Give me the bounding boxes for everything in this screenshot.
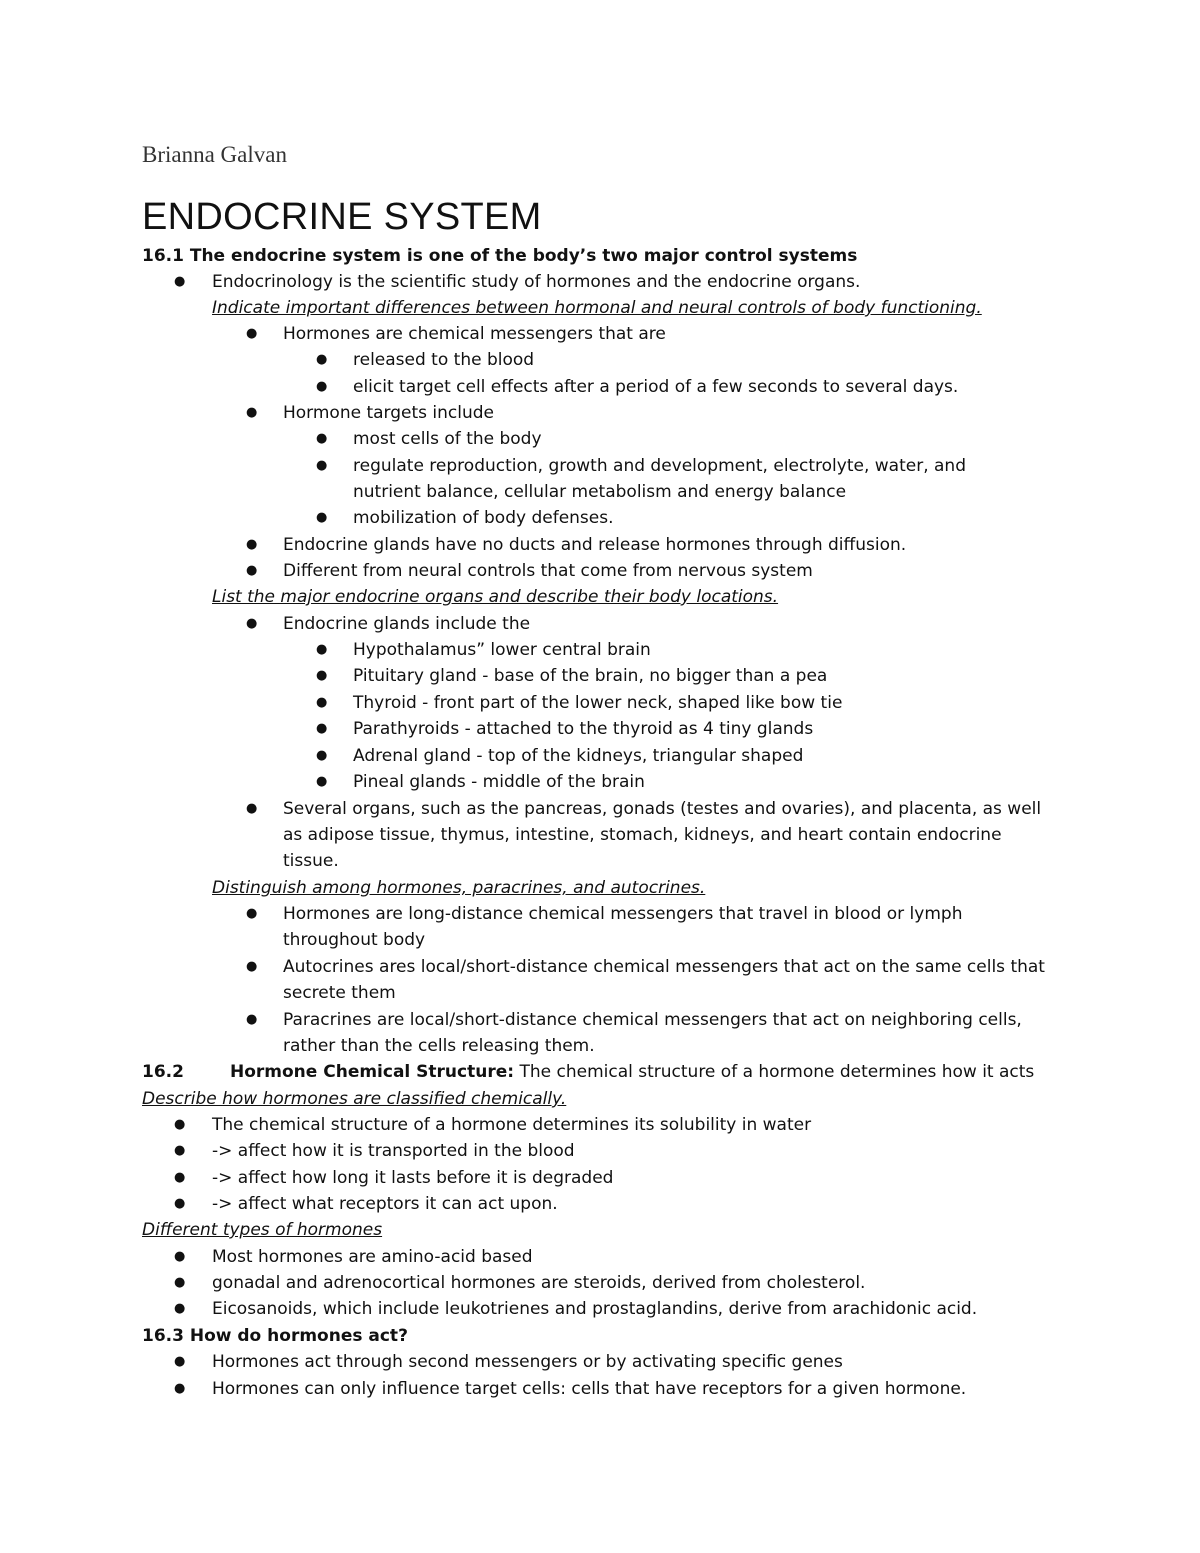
- list-item: mobilization of body defenses.: [353, 508, 614, 528]
- list-item: Hormones can only influence target cells: cells that have receptors for a given hormone.: [212, 1379, 967, 1399]
- bullet-icon: ●: [246, 906, 258, 921]
- bullet-icon: ●: [174, 1117, 186, 1132]
- author-name: Brianna Galvan: [142, 142, 287, 167]
- bullet-icon: ●: [246, 326, 258, 341]
- list-item: Hormones are long-distance chemical messengers that travel in blood or lymph: [283, 904, 963, 924]
- organ-item-parathyroids: Parathyroids - attached to the thyroid as 4 tiny glands: [353, 719, 814, 739]
- bullet-icon: ●: [246, 959, 258, 974]
- list-item: Endocrinology is the scientific study of hormones and the endocrine organs.: [212, 272, 861, 292]
- bullet-icon: ●: [246, 405, 258, 420]
- section-16-1-heading: 16.1 The endocrine system is one of the body’s two major control systems: [142, 246, 858, 266]
- list-item: Endocrine glands have no ducts and release hormones through diffusion.: [283, 535, 907, 555]
- list-item: Autocrines ares local/short-distance chemical messengers that act on the same cells that: [283, 957, 1045, 977]
- list-item: Most hormones are amino-acid based: [212, 1247, 533, 1267]
- list-item-continued: secrete them: [283, 983, 396, 1003]
- bullet-icon: ●: [174, 1301, 186, 1316]
- bullet-icon: ●: [316, 458, 328, 473]
- organ-item-adrenal: Adrenal gland - top of the kidneys, triangular shaped: [353, 746, 804, 766]
- bullet-icon: ●: [316, 352, 328, 367]
- section-16-2-heading-bold: Hormone Chemical Structure:: [230, 1062, 515, 1082]
- list-item: -> affect how long it lasts before it is degraded: [212, 1168, 614, 1188]
- bullet-icon: ●: [174, 1170, 186, 1185]
- bullet-icon: ●: [246, 537, 258, 552]
- document-title: ENDOCRINE SYSTEM: [142, 196, 542, 238]
- hormone-types-heading: Different types of hormones: [142, 1220, 383, 1240]
- bullet-icon: ●: [246, 563, 258, 578]
- bullet-icon: ●: [174, 1196, 186, 1211]
- organ-item-pineal: Pineal glands - middle of the brain: [353, 772, 645, 792]
- list-item: gonadal and adrenocortical hormones are steroids, derived from cholesterol.: [212, 1273, 866, 1293]
- section-16-2-number: 16.2: [142, 1062, 184, 1082]
- list-item: Eicosanoids, which include leukotrienes and prostaglandins, derive from arachidonic acid.: [212, 1299, 978, 1319]
- list-item-continued: as adipose tissue, thymus, intestine, stomach, kidneys, and heart contain endocrine: [283, 825, 1002, 845]
- list-item: Hormones act through second messengers or by activating specific genes: [212, 1352, 843, 1372]
- list-item: Several organs, such as the pancreas, gonads (testes and ovaries), and placenta, as well: [283, 799, 1042, 819]
- bullet-icon: ●: [174, 274, 186, 289]
- bullet-icon: ●: [316, 431, 328, 446]
- section-16-3-heading: 16.3 How do hormones act?: [142, 1326, 408, 1346]
- list-item: most cells of the body: [353, 429, 542, 449]
- list-item: Hormone targets include: [283, 403, 495, 423]
- organ-item-pituitary: Pituitary gland - base of the brain, no bigger than a pea: [353, 666, 828, 686]
- bullet-icon: ●: [246, 801, 258, 816]
- bullet-icon: ●: [174, 1143, 186, 1158]
- bullet-icon: ●: [174, 1275, 186, 1290]
- list-item-continued: throughout body: [283, 930, 426, 950]
- list-item-continued: tissue.: [283, 851, 339, 871]
- bullet-icon: ●: [174, 1249, 186, 1264]
- organ-item-thyroid: Thyroid - front part of the lower neck, shaped like bow tie: [353, 693, 843, 713]
- list-item: elicit target cell effects after a period of a few seconds to several days.: [353, 377, 959, 397]
- list-item: Hormones are chemical messengers that are: [283, 324, 666, 344]
- bullet-icon: ●: [174, 1354, 186, 1369]
- objective-4: Describe how hormones are classified chemically.: [142, 1089, 567, 1109]
- bullet-icon: ●: [246, 1012, 258, 1027]
- list-item: The chemical structure of a hormone determines its solubility in water: [212, 1115, 812, 1135]
- section-16-2-heading: [230, 1061, 1034, 1083]
- bullet-icon: ●: [316, 695, 328, 710]
- list-item: regulate reproduction, growth and development, electrolyte, water, and: [353, 456, 966, 476]
- objective-2: List the major endocrine organs and describe their body locations.: [212, 587, 779, 607]
- section-16-2-heading-rest: The chemical structure of a hormone determines how it acts: [514, 1062, 1035, 1082]
- bullet-icon: ●: [316, 668, 328, 683]
- bullet-icon: ●: [316, 748, 328, 763]
- list-item: -> affect how it is transported in the blood: [212, 1141, 575, 1161]
- organ-item-hypothalamus: Hypothalamus” lower central brain: [353, 640, 651, 660]
- list-item: Paracrines are local/short-distance chemical messengers that act on neighboring cells,: [283, 1010, 1022, 1030]
- list-item-continued: nutrient balance, cellular metabolism and energy balance: [353, 482, 847, 502]
- bullet-icon: ●: [316, 510, 328, 525]
- list-item-continued: rather than the cells releasing them.: [283, 1036, 595, 1056]
- bullet-icon: ●: [316, 774, 328, 789]
- bullet-icon: ●: [174, 1381, 186, 1396]
- list-item: Different from neural controls that come from nervous system: [283, 561, 813, 581]
- objective-1: Indicate important differences between hormonal and neural controls of body functioning.: [212, 298, 982, 318]
- objective-3: Distinguish among hormones, paracrines, and autocrines.: [212, 878, 706, 898]
- bullet-icon: ●: [246, 616, 258, 631]
- list-item: Endocrine glands include the: [283, 614, 531, 634]
- list-item: -> affect what receptors it can act upon.: [212, 1194, 558, 1214]
- bullet-icon: ●: [316, 721, 328, 736]
- bullet-icon: ●: [316, 379, 328, 394]
- list-item: released to the blood: [353, 350, 535, 370]
- bullet-icon: ●: [316, 642, 328, 657]
